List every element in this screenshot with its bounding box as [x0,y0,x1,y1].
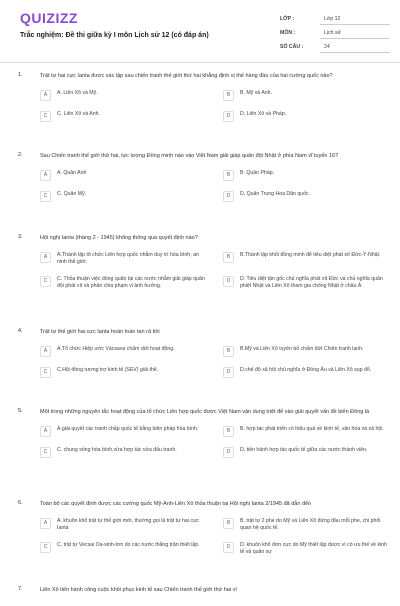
option-letter: D [223,447,234,458]
meta-row-count [280,40,390,54]
option-letter: B [223,170,234,181]
answer-option-b[interactable] [223,426,388,437]
option-letter: D [223,367,234,378]
option-text: A. Liên Xô và Mỹ. [57,90,98,96]
answer-option-c[interactable] [40,111,205,122]
meta-label: MÔN : [280,30,296,36]
answer-option-c[interactable] [40,191,205,202]
option-text: D. tiến hành hợp tác quốc tế giữa các nước thành viên. [240,447,368,453]
option-letter: A [40,426,51,437]
question [12,234,388,328]
quiz-meta [280,12,390,54]
option-text: D. Liên Xô và Pháp. [240,111,287,117]
question-text: Sau Chiến tranh thế giới thứ hai, lực lượng Đồng minh nào vào Việt Nam giải giáp quân đội Nhật ở phía Nam vĩ tuyến 16? [40,153,339,159]
answer-option-b[interactable] [223,346,388,357]
answer-option-c[interactable] [40,542,205,556]
option-letter: B [223,252,234,263]
answer-options [40,518,388,556]
option-letter: C [40,367,51,378]
option-letter: D [223,276,234,287]
answer-option-a[interactable] [40,170,205,181]
answer-options [40,90,388,122]
option-letter: C [40,542,51,553]
meta-row-class [280,12,390,26]
meta-row-subject [280,26,390,40]
meta-label: SỐ CÂU : [280,44,304,50]
option-text: B. Quân Pháp. [240,170,275,176]
question-number: 7. [18,586,23,592]
option-letter: B [223,426,234,437]
question-number: 5. [18,408,23,414]
option-letter: B [223,90,234,101]
option-letter: C [40,276,51,287]
answer-option-b[interactable] [223,252,388,266]
question-number: 1. [18,72,23,78]
option-text: C. Quân Mỹ. [57,191,87,197]
answer-option-a[interactable] [40,346,205,357]
answer-option-c[interactable] [40,276,205,290]
option-text: C. chung sống hòa bình,vừa hợp tác vừa đấu tranh. [57,447,177,453]
question-text: Hội nghị Ianta (tháng 2 - 1945) không thông qua quyết định nào? [40,235,198,241]
answer-option-d[interactable] [223,542,388,556]
option-letter: C [40,447,51,458]
option-text: C. Liên Xô và Anh. [57,111,100,117]
option-letter: D [223,111,234,122]
question-number: 2. [18,152,23,158]
question-number: 3. [18,234,23,240]
option-text: B.Mỹ và Liên Xô tuyên bố chấm dứt Chiến tranh lạnh. [240,346,364,352]
option-text: B. hợp tác phát triển có hiệu quả về kinh tế, văn hóa và xã hội. [240,426,384,432]
question-text: Liên Xô tiến hành công cuộc khôi phục kinh tế sau Chiến tranh thế giới thứ hai vì [40,587,237,593]
meta-value: Lịch sử [320,28,390,39]
option-text: C. trật tự Vecsai Oa-sinh-tơn do các nước thắng trận thiết lập. [57,542,200,548]
option-text: D. Tiêu diệt tận gốc chủ nghĩa phát xít Đức và chủ nghĩa quân phiệt Nhật và Liên Xô tham gia chống Nhật ở châu Á [240,276,383,289]
answer-option-b[interactable] [223,90,388,101]
option-text: A. Quân Anh [57,170,87,176]
answer-option-c[interactable] [40,447,205,458]
option-text: D. Quân Trung Hoa Dân quốc. [240,191,311,197]
answer-options [40,426,388,458]
answer-option-d[interactable] [223,447,388,458]
answer-option-a[interactable] [40,518,205,532]
page-title: Trắc nghiệm: Đề thi giữa kỳ I môn Lịch sử 12 (có đáp án) [20,32,209,39]
question [12,72,388,152]
option-text: D.chế độ xã hội chủ nghĩa ở Đông Âu và Liên Xô sụp đổ. [240,367,372,373]
meta-label: LỚP : [280,16,295,22]
option-letter: B [223,346,234,357]
option-text: A.Thành lập tổ chức Liên hợp quốc nhằm duy trì hòa bình, an ninh thế giới. [57,252,199,265]
question [12,586,388,606]
question [12,408,388,500]
question-text: Toàn bộ các quyết định được các cường quốc Mỹ-Anh-Liên Xô thỏa thuận tại Hội nghị Ianta 2/1945 đã dẫn đến [40,501,312,507]
meta-value: Lớp 12 [320,14,390,25]
meta-value: 24 [320,42,390,53]
quiz-header [0,0,400,60]
answer-option-b[interactable] [223,518,388,532]
question [12,328,388,408]
question-text: Một trong những nguyên tắc hoạt động của tổ chức Liên hợp quốc được Việt Nam vận dụng triệt để vào giải quyết vấn đề biển Đông là [40,409,370,415]
option-letter: A [40,346,51,357]
question-list [0,72,400,606]
option-text: A.Tổ chức Hiệp ước Vácsava chấm dứt hoạt động. [57,346,175,352]
option-letter: C [40,191,51,202]
option-text: D. khuôn khổ đơn cực do Mỹ thiết lập được vì có ưu thế về kinh tế và quân sự [240,542,387,555]
question-number: 4. [18,328,23,334]
question-number: 6. [18,500,23,506]
option-text: B. Mỹ và Anh. [240,90,273,96]
quizizz-logo[interactable]: QUIZIZZ [20,10,78,26]
option-text: B.Thành lập khối đồng minh để tiêu diệt phát xít Đức-Ý-Nhật. [240,252,381,258]
option-letter: A [40,90,51,101]
answer-options [40,252,388,290]
option-letter: D [223,542,234,553]
question [12,500,388,586]
option-text: A. khuôn khổ trật tự thế giới mới, thường gọi là trật tự hai cực Ianta [57,518,200,531]
option-letter: B [223,518,234,529]
answer-options [40,346,388,378]
option-text: C. Thỏa thuận việc đóng quân tại các nước nhằm giải giáp quân đội phát xít và phân chia phạm vi ảnh hưởng. [57,276,205,289]
option-letter: D [223,191,234,202]
header-divider [0,62,400,63]
question-text: Trật tự thế giới hai cực Ianta hoàn toàn tan rã khi [40,329,160,335]
answer-option-c[interactable] [40,367,205,378]
option-letter: A [40,518,51,529]
answer-option-d[interactable] [223,367,388,378]
answer-option-d[interactable] [223,191,388,202]
option-text: C.Hội đồng tương trợ kinh tế (SEV) giải thể. [57,367,159,373]
option-letter: A [40,170,51,181]
answer-options [40,170,388,202]
question [12,152,388,234]
option-text: A.giải quyết các tranh chấp quốc tế bằng biện pháp hòa bình. [57,426,199,432]
answer-option-b[interactable] [223,170,388,181]
answer-option-d[interactable] [223,111,388,122]
answer-option-a[interactable] [40,426,205,437]
question-text: Trật tự hai cực Ianta được xác lập sau chiến tranh thế giới thứ hai khẳng định vị thế hàng đầu của hai cường quốc nào? [40,73,333,79]
option-text: B. trật tự 2 phe do Mỹ và Liên Xô đứng đầu mỗi phe, chi phối quan hệ quốc tế. [240,518,381,531]
option-letter: A [40,252,51,263]
answer-option-a[interactable] [40,90,205,101]
option-letter: C [40,111,51,122]
answer-option-d[interactable] [223,276,388,290]
answer-option-a[interactable] [40,252,205,266]
